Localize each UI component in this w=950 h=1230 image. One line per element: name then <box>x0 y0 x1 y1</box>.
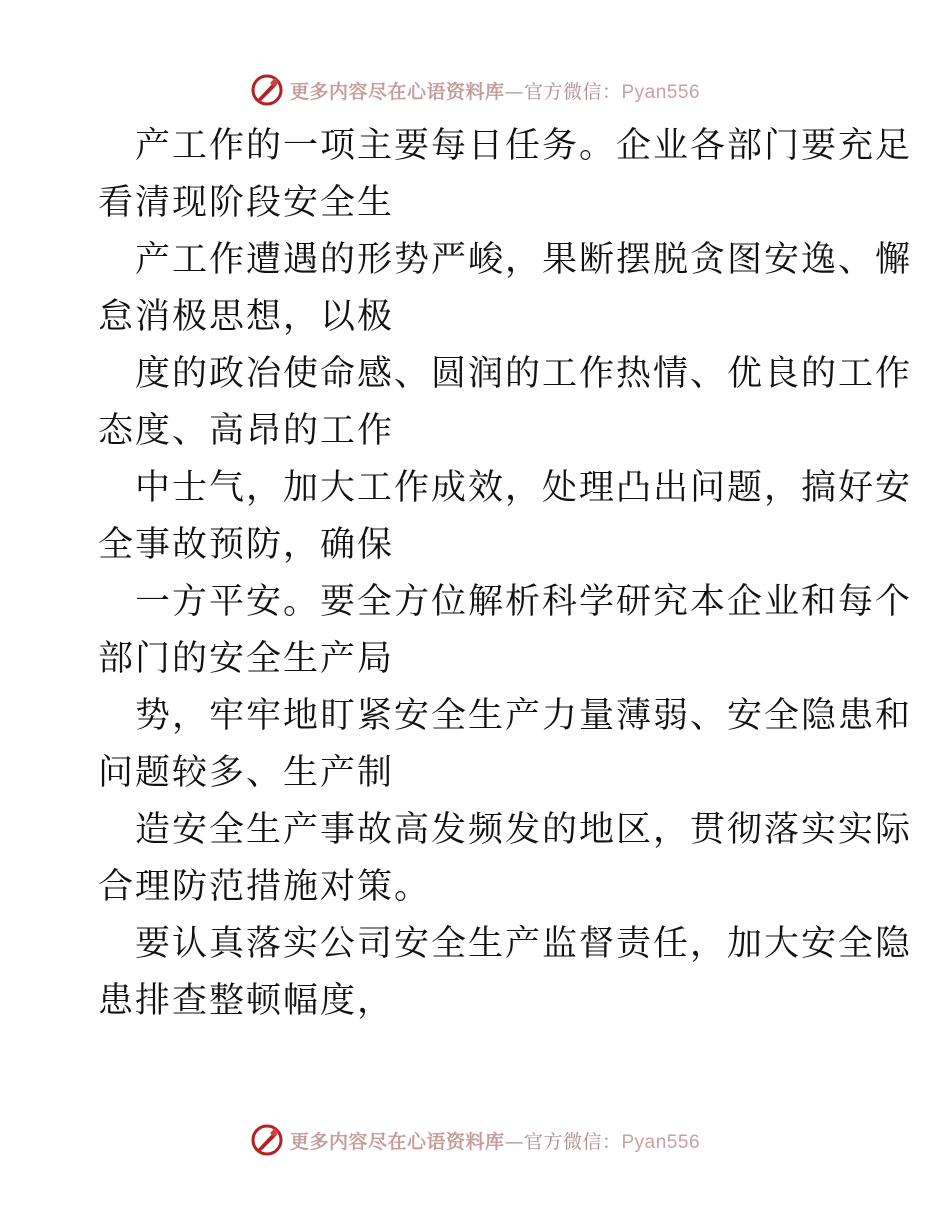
paragraph-line: 合理防范措施对策。 <box>98 867 432 907</box>
watermark-text <box>290 1127 700 1154</box>
watermark-separator: — <box>504 80 524 103</box>
watermark-handle: Pyan556 <box>621 81 701 103</box>
document-body <box>98 118 913 1030</box>
paragraph-line: 怠消极思想，以极 <box>98 297 395 337</box>
paragraph-line: 要认真落实公司安全生产监督责任，加大安全隐 <box>135 924 913 964</box>
paragraph-line: 问题较多、生产制 <box>98 753 395 793</box>
watermark-site: 更多内容尽在心语资料库 <box>289 80 505 103</box>
paragraph <box>98 460 913 574</box>
paragraph <box>98 118 913 232</box>
quill-logo-icon <box>250 73 284 107</box>
watermark-text <box>290 77 700 104</box>
paragraph-line: 看清现阶段安全生 <box>98 183 395 223</box>
paragraph-line: 造安全生产事故高发频发的地区，贯彻落实实际 <box>135 810 913 850</box>
watermark-label: 官方微信： <box>523 1130 622 1153</box>
paragraph <box>98 688 913 802</box>
paragraph-line: 部门的安全生产局 <box>98 639 395 679</box>
paragraph <box>98 346 913 460</box>
paragraph-line: 患排查整顿幅度， <box>98 981 395 1021</box>
paragraph-line: 产工作的一项主要每日任务。企业各部门要充足 <box>135 126 913 166</box>
paragraph <box>98 802 913 916</box>
paragraph-line: 产工作遭遇的形势严峻，果断摆脱贪图安逸、懈 <box>135 240 913 280</box>
watermark-label: 官方微信： <box>523 80 622 103</box>
paragraph <box>98 916 913 1030</box>
quill-logo-icon <box>250 1123 284 1157</box>
watermark-separator: — <box>504 1130 524 1153</box>
paragraph-line: 度的政冶使命感、圆润的工作热情、优良的工作 <box>135 354 913 394</box>
watermark-footer <box>0 1118 950 1162</box>
paragraph-line: 态度、高昂的工作 <box>98 411 395 451</box>
watermark-handle: Pyan556 <box>621 1131 701 1153</box>
paragraph <box>98 574 913 688</box>
paragraph-line: 一方平安。要全方位解析科学研究本企业和每个 <box>135 582 913 622</box>
watermark-header <box>0 68 950 112</box>
paragraph <box>98 232 913 346</box>
watermark-site: 更多内容尽在心语资料库 <box>289 1130 505 1153</box>
paragraph-line: 势，牢牢地盯紧安全生产力量薄弱、安全隐患和 <box>135 696 913 736</box>
paragraph-line: 全事故预防，确保 <box>98 525 395 565</box>
paragraph-line: 中士气，加大工作成效，处理凸出问题，搞好安 <box>135 468 913 508</box>
